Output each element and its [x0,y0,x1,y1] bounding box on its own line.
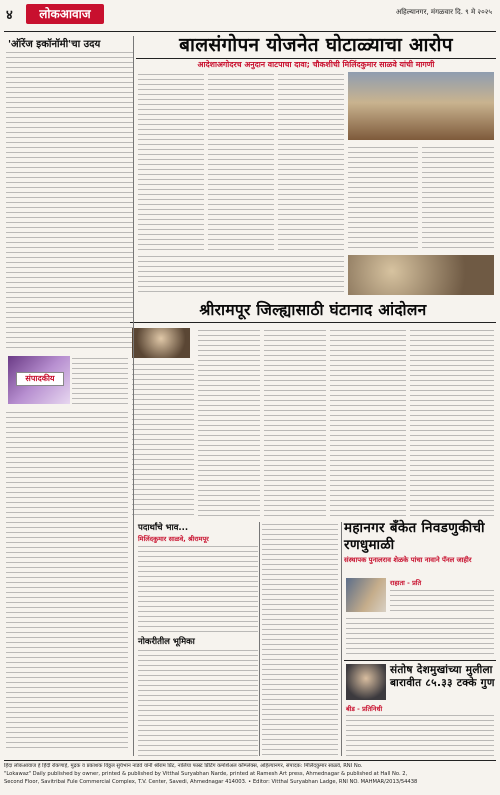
main-article-col-3 [278,72,344,250]
page-number: ४ [6,8,13,23]
main-article-col-4 [348,145,418,250]
small-story-2-headline: नोकरीतील भूमिका [138,637,195,647]
editorial-body [6,410,128,750]
divider [130,322,496,323]
imprint-footer [4,760,496,793]
main-article-col-1 [138,72,204,250]
bank-election-intro [390,588,494,612]
column-rule [259,522,260,756]
left-article-headline: 'ऑरेंज इकॉनॉमी'चा उदय [8,39,101,50]
main-article-photo [348,72,494,140]
imprint-line: हिंदा लोकआवाज हे हिंदी रोकणाहे, मुद्रक व प्रकाशक विठ्ठल सुर्यभान नाडवे यांनी श्रीराम प्रिंट, नालिया फास्ट प्रिंटिंग कमर्शिअल कॉम्प्लेक्स, अहिल्यानगर, संपादक: मिलिंदकुमार साळवे, RNI No. [4,763,363,769]
protest-headline: श्रीरामपूर जिल्ह्यासाठी घंटानाद आंदोलन [199,301,427,319]
bank-election-headline: महानगर बँकेत निवडणुकीची रणधुमाळी [344,520,485,553]
main-article-col-2 [208,72,274,250]
bank-election-byline: राहाता - प्रति [390,579,422,587]
score-story-photo [346,664,386,700]
main-article-col-5 [422,145,494,250]
small-story-byline: मिलिंदकुमार साळवे, श्रीरामपूर [138,535,209,543]
column-rule [341,522,342,756]
divider [136,58,496,59]
protest-col-5 [410,328,494,517]
main-subheadline: आदेशाअगोदरच अनुदान वाटपाचा दावा; चौकशीची मिलिंदकुमार साळवे यांची मागणी [197,60,435,69]
protest-col-4 [330,328,406,517]
score-story-body [346,713,494,756]
masthead [4,2,496,32]
imprint-line: "Lokawaz" Daily published by owner, printed & published by Vitthal Suryabhan Narde, printed at Ramesh Art press, Ahmednagar & published at Hall No. 2, [4,771,408,777]
small-story-body [138,544,258,632]
protest-col-3 [264,328,326,517]
small-story-2-body [138,648,258,756]
main-headline: बालसंगोपन योजनेत घोटाळ्याचा आरोप [179,34,453,56]
middle-article-body [138,254,344,296]
secondary-photo [348,255,494,295]
bank-election-subheadline: संस्थापक पुनालराव शेळके पांचा नावाने पॅनल जाहीर [344,556,472,564]
newspaper-logo: लोकआवाज [26,4,104,24]
score-story-byline: बीड - प्रतिनिधी [346,705,383,713]
column-rule [133,36,134,756]
small-story-headline: पदार्थांचे भाव... [138,523,189,533]
dateline: अहिल्यानगर, मंगळवार दि. ९ मे २०२५ [395,8,492,16]
protest-photo [132,328,190,358]
protest-col-1 [132,362,194,517]
editorial-intro [72,356,128,406]
bank-election-photo [346,578,386,612]
imprint-line: Second Floor, Savitribai Fule Commercial Complex, T.V. Center, Savedi, Ahmednagar 414003. • Editor: Vitthal Suryabhan Ladge, RNI NO. MAHMAR/2013/54438 [4,779,418,785]
protest-col-2 [198,328,260,517]
divider [344,660,496,661]
middle-long-story [262,522,338,756]
editorial-tag: संपादकीय [16,372,64,386]
score-story-headline: संतोष देशमुखांच्या मुलीला बारावीत ८५.३३ टक्के गुण [390,664,495,689]
left-article-body [6,50,134,350]
bank-election-body [346,616,494,656]
